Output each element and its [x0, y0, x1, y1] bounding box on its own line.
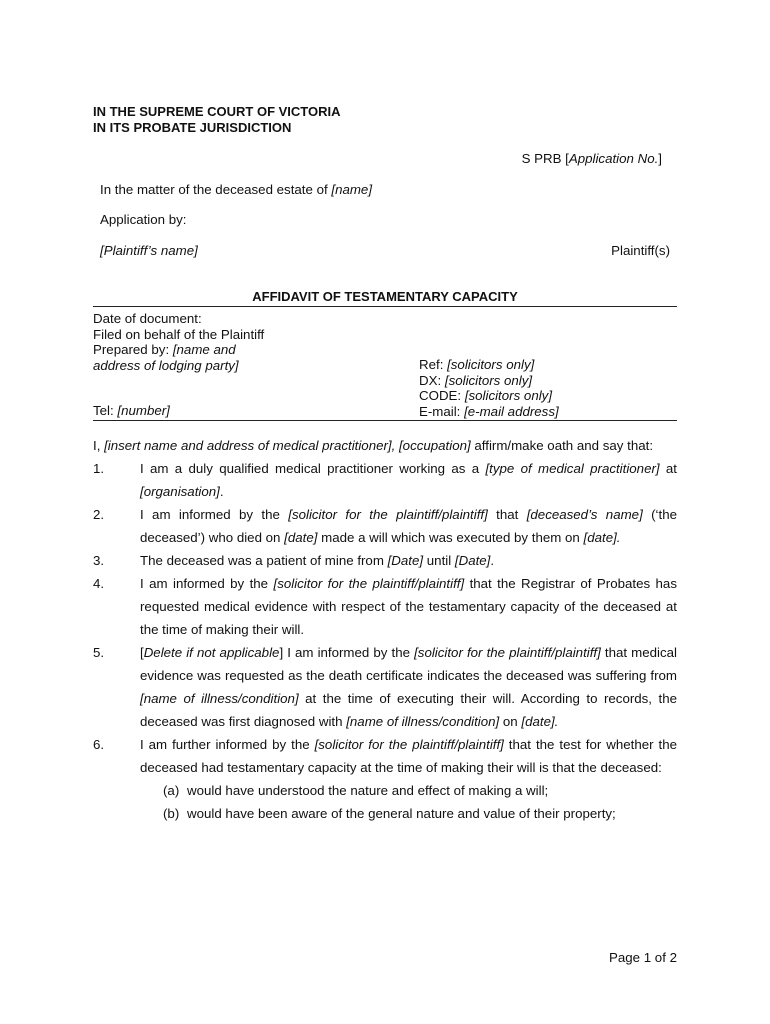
- affidavit-body: [93, 434, 677, 825]
- deceased-name-placeholder: [name]: [331, 182, 373, 197]
- paragraph-4: 4. I am informed by the [solicitor for the plaintiff/plaintiff] that the Registrar of Probates has requested medical evidence with respect of the testamentary capacity of the deceased at the time of making their will.: [93, 576, 677, 637]
- plaintiff-name: [Plaintiff’s name]: [100, 243, 198, 258]
- details-rule: [93, 420, 677, 421]
- page-number: Page 1 of 2: [608, 950, 677, 965]
- filing-details-left: [93, 311, 264, 373]
- matter-line: In the matter of the deceased estate of [name]: [100, 182, 373, 197]
- filed-on-behalf: Filed on behalf of the Plaintiff: [93, 326, 265, 342]
- ref: Ref: [solicitors only]: [419, 357, 535, 372]
- paragraph-1: 1. I am a duly qualified medical practitioner working as a [type of medical practitioner] at [organisation].: [93, 461, 677, 499]
- email: E-mail: [e-mail address]: [419, 403, 559, 419]
- telephone: Tel: [number]: [93, 403, 170, 418]
- application-by: Application by:: [100, 212, 187, 227]
- sub-item-a: (a) would have understood the nature and effect of making a will;: [163, 783, 549, 798]
- code: CODE: [solicitors only]: [419, 388, 553, 404]
- prepared-by: Prepared by: [name and: [93, 342, 236, 358]
- plaintiff-role: Plaintiff(s): [611, 243, 670, 258]
- court-jurisdiction: IN ITS PROBATE JURISDICTION: [93, 119, 292, 135]
- document-title: AFFIDAVIT OF TESTAMENTARY CAPACITY: [252, 289, 518, 304]
- lodging-party-address: address of lodging party]: [93, 357, 239, 373]
- sub-item-b: (b) would have been aware of the general nature and value of their property;: [163, 806, 616, 821]
- paragraph-2: 2. I am informed by the [solicitor for the plaintiff/plaintiff] that [deceased’s name] (‘the deceased’) who died on [date] made a will which was executed by them on [date].: [93, 507, 677, 545]
- paragraph-5: 5. [Delete if not applicable] I am informed by the [solicitor for the plaintiff/plaintiff] that medical evidence was requested as the death certificate indicates the deceased was suffering from [name of illness/condition] at the time of executing their will. According to records, the deceased was first diagnosed with [name of illness/condition] on [date].: [93, 645, 677, 729]
- court-name: IN THE SUPREME COURT OF VICTORIA: [93, 104, 341, 119]
- court-heading: [93, 104, 341, 135]
- filing-details-right: [419, 357, 559, 419]
- date-of-document: Date of document:: [93, 311, 202, 326]
- intro-paragraph: I, [insert name and address of medical practitioner], [occupation] affirm/make oath and say that:: [93, 438, 654, 453]
- application-number: S PRB [Application No.]: [521, 151, 662, 166]
- dx: DX: [solicitors only]: [419, 372, 533, 388]
- title-rule: [93, 306, 677, 307]
- paragraph-3: 3. The deceased was a patient of mine from [Date] until [Date].: [93, 553, 495, 568]
- paragraph-6: 6. I am further informed by the [solicitor for the plaintiff/plaintiff] that the test for whether the deceased had testamentary capacity at the time of making their will is that the deceased:: [93, 737, 677, 775]
